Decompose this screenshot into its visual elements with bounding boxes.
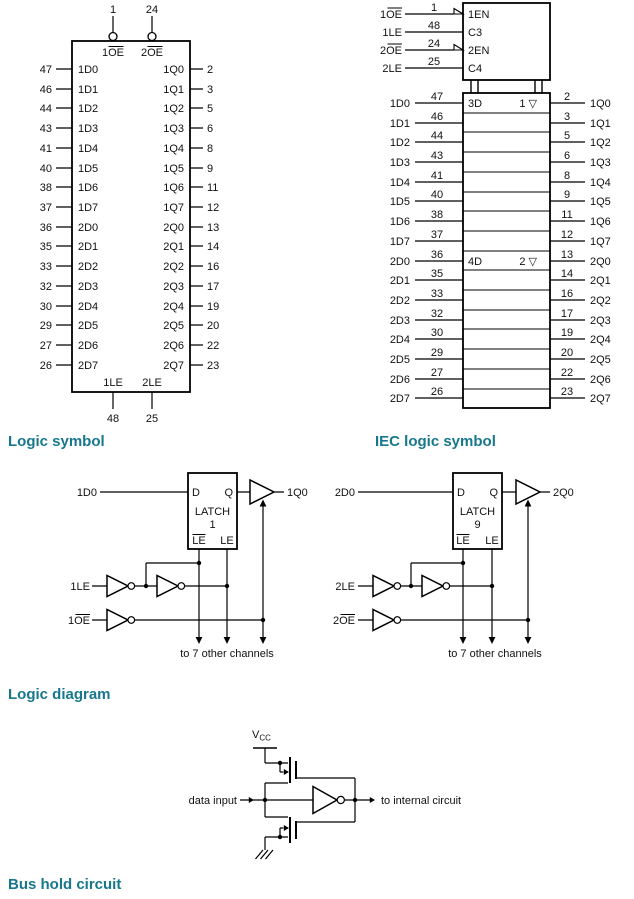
port-label: 2D3 [78, 281, 99, 293]
inverter-bubble [394, 617, 401, 624]
pin-number: 30 [430, 327, 444, 339]
pin-number: 35 [39, 241, 52, 253]
signal-label: 1D6 [389, 216, 410, 228]
pin-number: 5 [563, 130, 571, 142]
signal-label: 2Q1 [590, 275, 611, 287]
signal-label: 2D2 [389, 295, 410, 307]
inverter-bubble [443, 583, 450, 590]
pin-number: 24 [145, 4, 159, 16]
port-label: 2Q2 [163, 261, 184, 273]
pin-number: 13 [207, 222, 220, 234]
signal-label: 2Q7 [590, 393, 611, 405]
port-label: 2Q4 [163, 301, 184, 313]
signal-label: 2D3 [389, 315, 410, 327]
port-label: 1Q0 [163, 64, 184, 76]
pin-number: 43 [39, 123, 52, 135]
signal-label: 2D6 [389, 374, 410, 386]
mosfet-bottom-icon [284, 817, 296, 843]
inverter-icon [157, 576, 178, 597]
port-label: 2Q0 [163, 222, 184, 234]
signal-label: 2OE [380, 45, 402, 57]
port-label: 2Q6 [163, 340, 184, 352]
marker-label: 1 ▽ [519, 98, 537, 110]
signal-label: 1Q2 [590, 137, 611, 149]
pin-number: 6 [207, 123, 214, 135]
signal-label: 2D4 [389, 334, 410, 346]
pin-number: 11 [561, 209, 573, 221]
inverter-bubble [337, 796, 344, 803]
port-label: 2D1 [78, 241, 99, 253]
pin-number: 48 [427, 20, 441, 32]
pin-number: 29 [39, 320, 52, 332]
note-label: to 7 other channels [448, 648, 542, 660]
active-low-bubble [148, 33, 156, 41]
pin-number: 37 [430, 229, 444, 241]
pin-number: 1 [430, 2, 438, 14]
latch-channel-1 [68, 473, 308, 660]
signal-label: 2Q4 [590, 334, 611, 346]
pin-number: 24 [427, 38, 441, 50]
pin-number: 2 [207, 64, 214, 76]
latch-le-label: LE [485, 535, 499, 547]
oe-label: 2OE [140, 47, 164, 59]
pin-number: 36 [430, 249, 444, 261]
pin-number: 32 [39, 281, 52, 293]
latch-number: 1 [209, 519, 216, 531]
pin-number: 30 [39, 301, 52, 313]
signal-label: 2Q2 [590, 295, 611, 307]
latch-q-label: Q [224, 487, 233, 499]
pin-number: 20 [207, 320, 220, 332]
pin-number: 14 [207, 241, 220, 253]
signal-label: 2D0 [334, 487, 355, 499]
signal-label: 2Q0 [553, 487, 574, 499]
function-label: C4 [468, 63, 483, 75]
function-label: 2EN [468, 45, 490, 57]
port-label: 1D6 [78, 182, 99, 194]
inverter-bubble [128, 617, 135, 624]
inverter-icon [373, 610, 394, 631]
signal-label: 1LE [382, 27, 402, 39]
pin-number: 41 [430, 170, 444, 182]
polarity-triangle-icon [454, 45, 463, 51]
oe-label: 1OE [101, 47, 125, 59]
pin-number: 40 [39, 163, 52, 175]
signal-label: 1Q6 [590, 216, 611, 228]
port-label: 1Q3 [163, 123, 184, 135]
port-label: 2D4 [78, 301, 99, 313]
port-label: 2Q7 [163, 360, 184, 372]
signal-label: 1D1 [389, 118, 410, 130]
bus-hold-circuit-title: Bus hold circuit [8, 876, 122, 893]
signal-label: 1Q1 [590, 118, 611, 130]
latch-le-label: LE [220, 535, 234, 547]
latch-name: LATCH [194, 506, 231, 518]
pin-number: 19 [560, 327, 574, 339]
signal-label: 2OE [332, 615, 355, 627]
pin-number: 6 [563, 150, 571, 162]
pin-number: 36 [39, 222, 52, 234]
active-low-bubble [109, 33, 117, 41]
pin-number: 12 [207, 202, 220, 214]
pin-number: 16 [207, 261, 220, 273]
pin-number: 35 [430, 268, 444, 280]
pin-number: 26 [39, 360, 52, 372]
port-label: 2D2 [78, 261, 99, 273]
signal-label: 1D7 [389, 236, 410, 248]
pin-number: 37 [39, 202, 52, 214]
signal-label: 1Q7 [590, 236, 611, 248]
signal-label: 1Q4 [590, 177, 611, 189]
pin-number: 38 [39, 182, 52, 194]
pin-number: 13 [560, 249, 574, 261]
port-label: 1Q4 [163, 143, 184, 155]
pin-number: 8 [563, 170, 571, 182]
le-label: 1LE [103, 377, 123, 389]
port-label: 2D0 [78, 222, 99, 234]
pin-number: 12 [560, 229, 574, 241]
pin-number: 20 [560, 347, 574, 359]
port-label: 1D3 [78, 123, 99, 135]
pin-number: 27 [430, 367, 444, 379]
bus-hold-wires [240, 748, 370, 850]
pin-number: 2 [563, 91, 571, 103]
signal-label: 2Q0 [590, 256, 611, 268]
pin-rows [40, 64, 220, 372]
port-label: 1D7 [78, 202, 99, 214]
data-rows [390, 91, 611, 405]
pin-number: 44 [430, 130, 444, 142]
signal-label: 1D0 [76, 487, 97, 499]
inverter-bubble [128, 583, 135, 590]
pin-number: 3 [563, 111, 571, 123]
iec-logic-symbol-figure [380, 0, 634, 425]
inverter-icon [373, 576, 394, 597]
marker-label: 2 ▽ [519, 256, 537, 268]
pin-number: 17 [207, 281, 220, 293]
port-label: 2D6 [78, 340, 99, 352]
pin-number: 16 [560, 288, 574, 300]
signal-label: 1Q0 [590, 98, 611, 110]
inverter-bubble [178, 583, 185, 590]
latch-le-bar-label: LE [456, 535, 470, 547]
pin-number: 22 [560, 367, 574, 379]
signal-label: 2D5 [389, 354, 410, 366]
latch-q-label: Q [489, 487, 498, 499]
latch-d-label: D [192, 487, 200, 499]
input-arrow-icon [249, 797, 254, 803]
port-label: 1Q6 [163, 182, 184, 194]
pin-number: 29 [430, 347, 444, 359]
inverter-bubble [394, 583, 401, 590]
port-label: 1D5 [78, 163, 99, 175]
pin-number: 25 [145, 413, 159, 425]
pin-number: 33 [430, 288, 444, 300]
pin-number: 27 [39, 340, 52, 352]
port-label: 2D5 [78, 320, 99, 332]
pin-number: 41 [39, 143, 52, 155]
pin-number: 33 [39, 261, 52, 273]
pin-number: 8 [207, 143, 214, 155]
logic-symbol-figure [0, 0, 320, 425]
signal-label: 2D7 [389, 393, 410, 405]
pin-number: 23 [560, 386, 574, 398]
port-label: 2Q1 [163, 241, 184, 253]
port-label: 1D0 [78, 64, 99, 76]
pin-number: 1 [109, 4, 117, 16]
pin-number: 26 [430, 386, 444, 398]
pin-number: 3 [207, 84, 214, 96]
signal-label: 2LE [382, 63, 402, 75]
signal-label: 1D5 [389, 196, 410, 208]
port-label: 1Q7 [163, 202, 184, 214]
pin-number: 11 [207, 182, 219, 194]
signal-label: 2D1 [389, 275, 410, 287]
pin-number: 38 [430, 209, 444, 221]
pin-number: 5 [207, 103, 214, 115]
signal-label: 2Q6 [590, 374, 611, 386]
pin-number: 23 [207, 360, 220, 372]
inverter-icon [422, 576, 443, 597]
control-block [380, 2, 550, 93]
pin-number: 47 [430, 91, 444, 103]
signal-label: 1OE [67, 615, 90, 627]
signal-label: 1Q3 [590, 157, 611, 169]
signal-label: 1Q5 [590, 196, 611, 208]
signal-label: 1LE [70, 581, 90, 593]
qualifier-label: 4D [468, 256, 483, 268]
pin-number: 9 [563, 189, 571, 201]
pin-number: 32 [430, 308, 444, 320]
buffer-icon [250, 480, 274, 504]
inverter-icon [313, 787, 344, 814]
iec-logic-symbol-title: IEC logic symbol [375, 433, 496, 450]
data-input-label: data input [188, 795, 237, 807]
pin-number: 48 [106, 413, 120, 425]
port-label: 1Q5 [163, 163, 184, 175]
signal-label: 2Q5 [590, 354, 611, 366]
pin-number: 9 [207, 163, 214, 175]
port-label: 1D1 [78, 84, 99, 96]
pin-number: 22 [207, 340, 220, 352]
output-arrow-icon [370, 797, 375, 803]
latch-d-label: D [457, 487, 465, 499]
signal-label: 1Q0 [287, 487, 308, 499]
signal-label: 1D3 [389, 157, 410, 169]
vcc-label: $V_{CC}$ [252, 729, 271, 743]
port-label: 2D7 [78, 360, 99, 372]
pin-number: 19 [207, 301, 220, 313]
signal-label: 1D2 [389, 137, 410, 149]
pin-number: 40 [430, 189, 444, 201]
signal-label: 1D0 [389, 98, 410, 110]
latch-number: 9 [474, 519, 481, 531]
port-label: 2Q3 [163, 281, 184, 293]
signal-label: 2LE [335, 581, 355, 593]
logic-diagram-figure [0, 460, 634, 695]
port-label: 1Q1 [163, 84, 184, 96]
pin-number: 47 [39, 64, 52, 76]
qualifier-label: 3D [468, 98, 483, 110]
ground-icon [256, 850, 274, 859]
pin-number: 44 [39, 103, 52, 115]
latch-name: LATCH [459, 506, 496, 518]
port-label: 1Q2 [163, 103, 184, 115]
signal-label: 2Q3 [590, 315, 611, 327]
signal-label: 1OE [380, 9, 402, 21]
signal-label: 1D4 [389, 177, 410, 189]
output-label: to internal circuit [381, 795, 462, 807]
pin-number: 25 [427, 56, 441, 68]
signal-label: 2D0 [389, 256, 410, 268]
mosfet-top-icon [284, 757, 296, 783]
port-label: 1D2 [78, 103, 99, 115]
port-label: 2Q5 [163, 320, 184, 332]
polarity-triangle-icon [454, 9, 463, 15]
note-label: to 7 other channels [180, 648, 274, 660]
inverter-icon [107, 576, 128, 597]
port-label: 1D4 [78, 143, 99, 155]
le-label: 2LE [142, 377, 162, 389]
pin-number: 46 [39, 84, 52, 96]
logic-symbol-title: Logic symbol [8, 433, 105, 450]
pin-number: 43 [430, 150, 444, 162]
pin-number: 17 [560, 308, 574, 320]
latch-channel-2 [333, 473, 574, 660]
inverter-icon [107, 610, 128, 631]
logic-diagram-title: Logic diagram [8, 686, 111, 703]
function-label: 1EN [468, 9, 490, 21]
bus-hold-circuit-figure [0, 710, 634, 899]
latch-le-bar-label: LE [192, 535, 206, 547]
pin-number: 46 [430, 111, 444, 123]
function-label: C3 [468, 27, 483, 39]
pin-number: 14 [560, 268, 574, 280]
